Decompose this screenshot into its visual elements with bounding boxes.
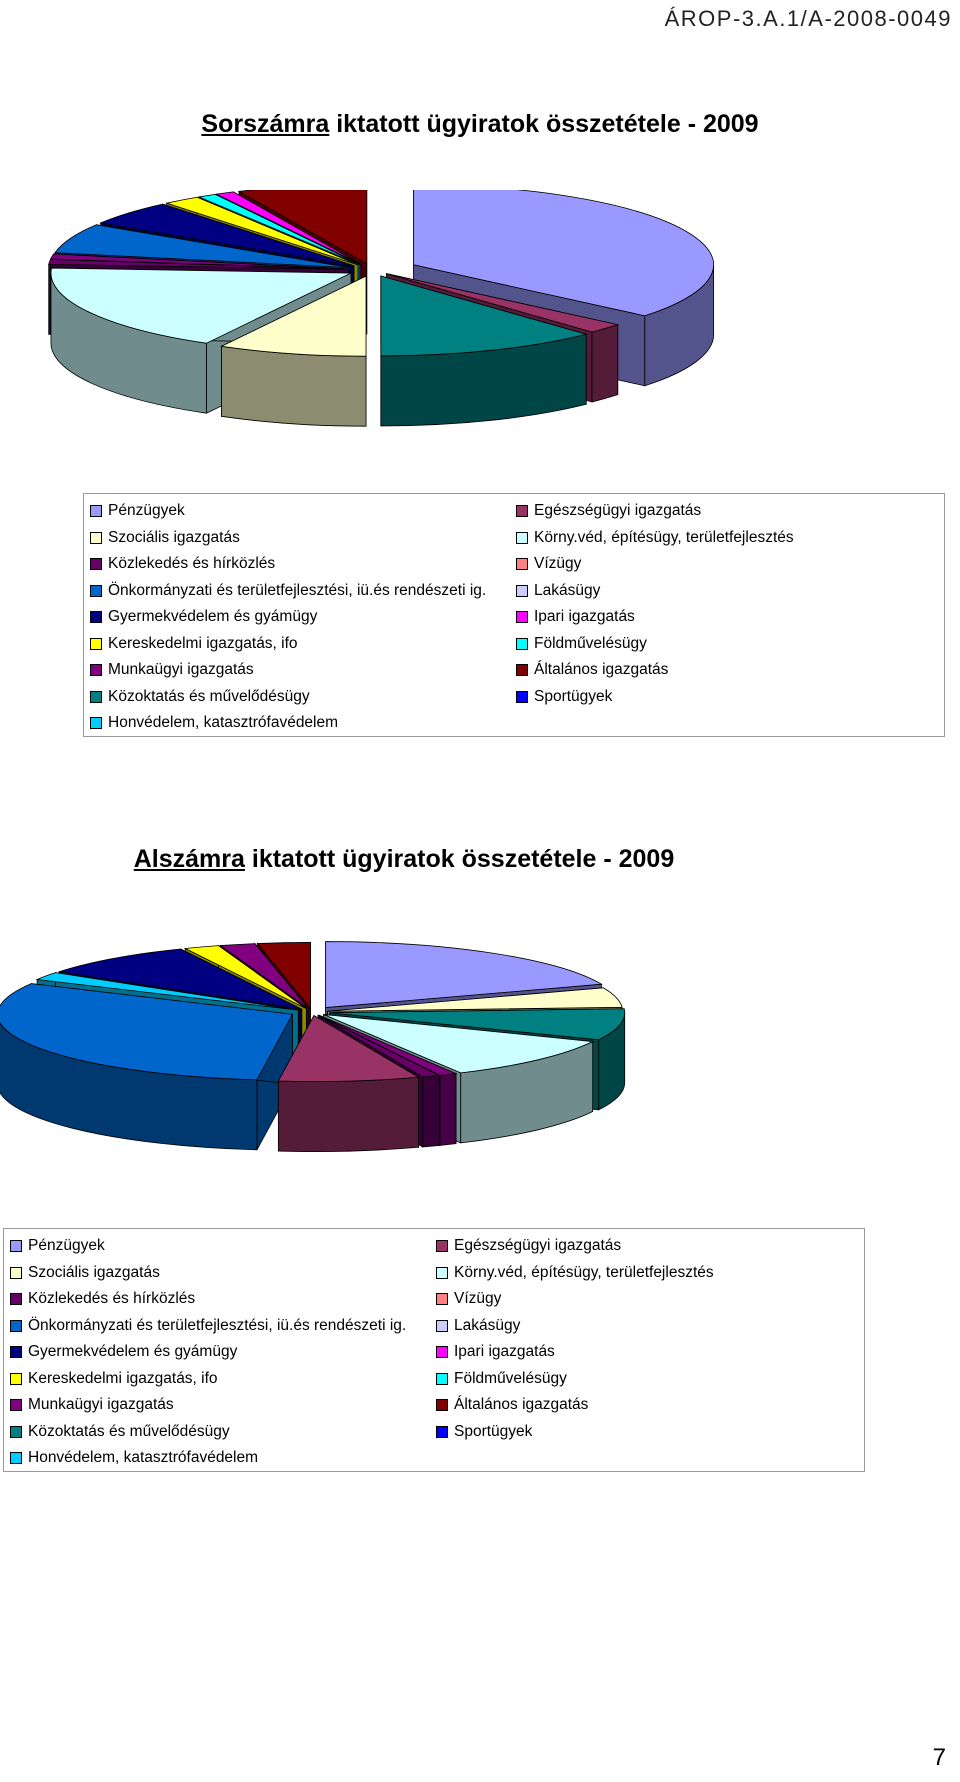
chart2-title-rest: iktatott ügyiratok összetétele - 2009	[244, 845, 675, 873]
legend-swatch	[516, 558, 528, 570]
legend-swatch	[90, 611, 102, 623]
legend-swatch	[436, 1426, 448, 1438]
legend-label: Földművelésügy	[454, 1369, 567, 1387]
chart2-title	[0, 845, 884, 874]
legend-label: Sportügyek	[534, 687, 613, 705]
chart2-legend	[3, 1228, 865, 1472]
legend-swatch	[90, 558, 102, 570]
legend-swatch	[10, 1293, 22, 1305]
legend-item-szocialis-igazgatas	[10, 1260, 406, 1287]
legend-swatch	[10, 1240, 22, 1252]
legend-item-honvedelem-katasztrofavedelem	[10, 1445, 406, 1472]
legend-item-onkormanyzati-es-teruletfejlesztesi-iu-es-rendeszeti-ig	[90, 578, 486, 605]
legend-item-onkormanyzati-es-teruletfejlesztesi-iu-es-rendeszeti-ig	[10, 1313, 406, 1340]
legend-label: Vízügy	[454, 1290, 502, 1308]
legend-label: Honvédelem, katasztrófavédelem	[108, 714, 339, 732]
legend-item-kozlekedes-es-hirkozles	[90, 551, 486, 578]
chart1-title-underlined: Sorszámra	[201, 110, 330, 138]
chart1-pie	[0, 190, 960, 460]
legend-swatch	[10, 1346, 22, 1358]
legend-item-vizugy	[436, 1286, 714, 1313]
legend-item-altalanos-igazgatas	[516, 657, 794, 684]
chart1-legend	[83, 493, 945, 737]
legend-label: Honvédelem, katasztrófavédelem	[28, 1449, 259, 1467]
legend-item-sportugyek	[436, 1419, 714, 1446]
legend-item-kozoktatas-es-muvelodesugy	[10, 1419, 406, 1446]
legend-label: Munkaügyi igazgatás	[108, 661, 254, 679]
legend-item-sportugyek	[516, 684, 794, 711]
legend-item-penzugyek	[90, 498, 486, 525]
legend-label: Lakásügy	[454, 1316, 521, 1334]
legend-swatch	[10, 1267, 22, 1279]
legend-swatch	[516, 611, 528, 623]
legend-item-vizugy	[516, 551, 794, 578]
chart1-title-rest: iktatott ügyiratok összetétele - 2009	[329, 110, 759, 138]
legend-item-kereskedelmi-igazgatas-ifo	[10, 1366, 406, 1393]
page-number: 7	[932, 1744, 946, 1771]
legend-label: Sportügyek	[454, 1422, 533, 1440]
legend-label: Pénzügyek	[28, 1237, 105, 1255]
legend-label: Körny.véd, építésügy, területfejlesztés	[534, 528, 794, 546]
legend-swatch	[436, 1240, 448, 1252]
legend-label: Munkaügyi igazgatás	[28, 1396, 174, 1414]
legend-item-ipari-igazgatas	[436, 1339, 714, 1366]
legend-label: Ipari igazgatás	[534, 608, 635, 626]
legend-swatch	[90, 638, 102, 650]
legend-label: Közoktatás és művelődésügy	[108, 687, 310, 705]
legend-item-munkaugyi-igazgatas	[10, 1392, 406, 1419]
legend-swatch	[10, 1452, 22, 1464]
legend-item-gyermekvedelem-es-gyamugy	[10, 1339, 406, 1366]
legend-swatch	[10, 1399, 22, 1411]
legend-swatch	[436, 1293, 448, 1305]
legend-item-honvedelem-katasztrofavedelem	[90, 710, 486, 737]
legend-swatch	[516, 532, 528, 544]
legend-label: Önkormányzati és területfejlesztési, iü.és rendészeti ig.	[28, 1316, 407, 1334]
legend-item-ipari-igazgatas	[516, 604, 794, 631]
legend-swatch	[436, 1399, 448, 1411]
legend-label: Ipari igazgatás	[454, 1343, 555, 1361]
legend-item-foldmuvelesugy	[516, 631, 794, 658]
legend-label: Közoktatás és művelődésügy	[28, 1422, 230, 1440]
legend-label: Vízügy	[534, 555, 582, 573]
legend-swatch	[90, 585, 102, 597]
legend-item-lakasugy	[436, 1313, 714, 1340]
legend-item-munkaugyi-igazgatas	[90, 657, 486, 684]
legend-swatch	[10, 1373, 22, 1385]
legend-item-gyermekvedelem-es-gyamugy	[90, 604, 486, 631]
legend-label: Önkormányzati és területfejlesztési, iü.és rendészeti ig.	[108, 581, 487, 599]
legend-swatch	[10, 1320, 22, 1332]
legend-item-kozoktatas-es-muvelodesugy	[90, 684, 486, 711]
legend-swatch	[436, 1320, 448, 1332]
legend-label: Földművelésügy	[534, 634, 647, 652]
legend-label: Szociális igazgatás	[108, 528, 240, 546]
legend-swatch	[436, 1267, 448, 1279]
legend-swatch	[436, 1346, 448, 1358]
legend-swatch	[436, 1373, 448, 1385]
legend-item-egeszsegugyi-igazgatas	[516, 498, 794, 525]
legend-swatch	[516, 585, 528, 597]
legend-swatch	[10, 1426, 22, 1438]
legend-label: Pénzügyek	[108, 502, 185, 520]
legend-item-korny-ved-epitesugy-teruletfejlesztes	[516, 525, 794, 552]
legend-swatch	[90, 717, 102, 729]
legend-item-foldmuvelesugy	[436, 1366, 714, 1393]
chart2-title-underlined: Alszámra	[133, 845, 245, 873]
legend-swatch	[516, 691, 528, 703]
legend-label: Gyermekvédelem és gyámügy	[108, 608, 318, 626]
legend-label: Egészségügyi igazgatás	[454, 1237, 622, 1255]
project-code: ÁROP-3.A.1/A-2008-0049	[664, 6, 952, 31]
chart2-pie	[0, 940, 960, 1180]
legend-swatch	[516, 664, 528, 676]
legend-item-korny-ved-epitesugy-teruletfejlesztes	[436, 1260, 714, 1287]
legend-swatch	[516, 638, 528, 650]
legend-label: Közlekedés és hírközlés	[28, 1290, 196, 1308]
legend-item-kereskedelmi-igazgatas-ifo	[90, 631, 486, 658]
legend-item-kozlekedes-es-hirkozles	[10, 1286, 406, 1313]
legend-swatch	[90, 664, 102, 676]
legend-label: Általános igazgatás	[534, 661, 669, 679]
legend-swatch	[90, 691, 102, 703]
legend-item-altalanos-igazgatas	[436, 1392, 714, 1419]
legend-item-egeszsegugyi-igazgatas	[436, 1233, 714, 1260]
legend-item-szocialis-igazgatas	[90, 525, 486, 552]
legend-swatch	[90, 532, 102, 544]
legend-label: Lakásügy	[534, 581, 601, 599]
legend-label: Gyermekvédelem és gyámügy	[28, 1343, 238, 1361]
legend-label: Kereskedelmi igazgatás, ifo	[28, 1369, 218, 1387]
legend-label: Általános igazgatás	[454, 1396, 589, 1414]
legend-label: Közlekedés és hírközlés	[108, 555, 276, 573]
legend-label: Egészségügyi igazgatás	[534, 502, 702, 520]
legend-label: Kereskedelmi igazgatás, ifo	[108, 634, 298, 652]
chart1-title	[0, 110, 960, 139]
legend-swatch	[90, 505, 102, 517]
legend-label: Szociális igazgatás	[28, 1263, 160, 1281]
legend-swatch	[516, 505, 528, 517]
legend-label: Körny.véd, építésügy, területfejlesztés	[454, 1263, 714, 1281]
legend-item-penzugyek	[10, 1233, 406, 1260]
legend-item-lakasugy	[516, 578, 794, 605]
